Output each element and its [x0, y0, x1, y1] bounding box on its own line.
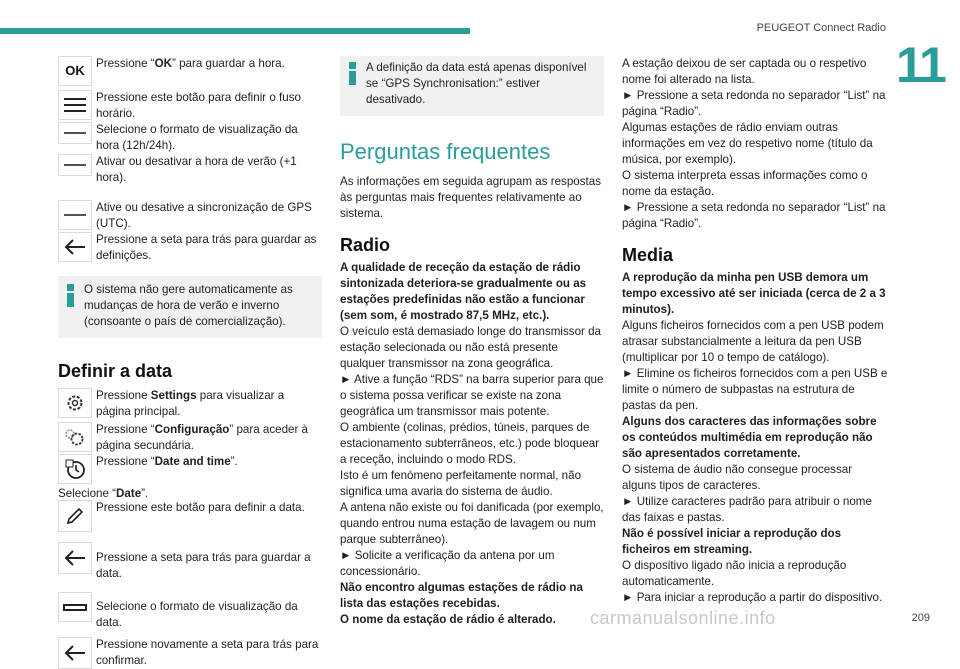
- step-text: Pressione a seta para trás para guardar as definições.: [96, 233, 317, 262]
- step-text: Pressione novamente a seta para trás para confirmar.: [96, 638, 319, 667]
- step-text: Pressione este botão para definir a data.: [96, 501, 305, 514]
- faq-answer: ► Utilize caracteres padrão para atribuir o nome das faixas e pastas.: [622, 495, 872, 524]
- step-text: Pressione “Configuração” para aceder à página secundária.: [96, 423, 309, 452]
- info-note-text: A definição da data está apenas disponível se “GPS Synchronisation:” estiver desativado.: [366, 61, 587, 106]
- faq-answer: O sistema de áudio não consegue processar alguns tipos de caracteres.: [622, 463, 853, 492]
- faq-question: A qualidade de receção da estação de rádio sintonizada deteriora-se gradualmente ou as estações predefinidas não estão a funcionar (sem som, é mostrado 87,5 MHz, etc.).: [340, 261, 587, 322]
- back-arrow-icon: [58, 637, 92, 669]
- faq-answer: ► Pressione a seta redonda no separador “List” na página “Radio”.: [622, 89, 886, 118]
- faq-answer: O dispositivo ligado não inicia a reprodução automaticamente.: [622, 559, 847, 588]
- step-text: Pressione Settings para visualizar a página principal.: [96, 389, 285, 418]
- step-ok: [58, 56, 322, 86]
- step-summer-time: [58, 154, 322, 186]
- faq-answer: ► Para iniciar a reprodução a partir do dispositivo.: [622, 591, 883, 604]
- faq-answer: O veículo está demasiado longe do transmissor da estação selecionada ou não está presente qualquer transmissor na zona geográfica.: [340, 325, 602, 370]
- section-heading-media: Media: [622, 245, 674, 265]
- step-date-format: [58, 592, 322, 631]
- step-timezone: [58, 90, 322, 122]
- pencil-icon: [58, 500, 92, 532]
- faq-question: Alguns dos caracteres das informações sobre os conteúdos multimédia em reprodução não são apresentados corretamente.: [622, 415, 877, 460]
- toggle-icon: [58, 122, 92, 144]
- info-icon: [66, 282, 74, 330]
- gears-icon: [58, 422, 92, 452]
- step-text: Pressione a seta para trás para guardar a data.: [96, 551, 311, 580]
- step-select-date: Selecione “Date”.: [58, 487, 149, 500]
- step-set-date: [58, 500, 322, 532]
- step-settings: [58, 388, 322, 420]
- back-arrow-icon: [58, 232, 92, 262]
- faq-answer: Algumas estações de rádio enviam outras informações em vez do respetivo nome (título da música, por exemplo).: [622, 121, 873, 166]
- info-note-text: O sistema não gere automaticamente as mudanças de hora de verão e inverno (consoante o país de comercialização).: [84, 283, 293, 328]
- column-middle: [340, 56, 604, 628]
- faq-answer: O ambiente (colinas, prédios, túneis, parques de estacionamento subterrâneos, etc.) pode bloquear a receção, incluindo o modo RDS.: [340, 421, 600, 466]
- step-date-time: [58, 454, 322, 484]
- faq-answer: ► Ative a função “RDS” na barra superior para que o sistema possa verificar se existe na zona geográfica um transmissor mais potente.: [340, 373, 604, 418]
- step-text: Selecione o formato de visualização da data.: [96, 600, 298, 629]
- faq-question: Não é possível iniciar a reprodução dos ficheiros em streaming.: [622, 527, 842, 556]
- faq-question: O nome da estação de rádio é alterado.: [340, 613, 556, 626]
- clock-icon: [58, 454, 92, 484]
- faq-question: Não encontro algumas estações de rádio na lista das estações recebidas.: [340, 581, 583, 610]
- step-confirm: [58, 637, 322, 669]
- column-left: [58, 56, 322, 669]
- ok-button-icon: OK: [58, 56, 92, 86]
- info-note-gps: [340, 56, 604, 116]
- page-number: 209: [911, 612, 930, 624]
- info-icon: [348, 60, 356, 108]
- faq-answer: Isto é um fenómeno perfeitamente normal, não significa uma avaria do sistema de áudio.: [340, 469, 582, 498]
- faq-question: A reprodução da minha pen USB demora um tempo excessivo até ser iniciada (cerca de 2 a 3 minutos).: [622, 271, 886, 316]
- toggle-icon: [58, 154, 92, 176]
- step-time-format: [58, 122, 322, 154]
- column-right: [622, 56, 888, 606]
- step-gps-sync: [58, 200, 322, 232]
- faq-answer: Alguns ficheiros fornecidos com a pen USB podem atrasar substancialmente a leitura da pen USB (multiplicar por 10 o tempo de catálogo).: [622, 319, 884, 364]
- step-text: Ativar ou desativar a hora de verão (+1 hora).: [96, 155, 297, 184]
- faq-answer: ► Solicite a verificação da antena por um concessionário.: [340, 549, 555, 578]
- step-text: Pressione “OK” para guardar a hora.: [96, 57, 285, 70]
- menu-bars-icon: [58, 90, 92, 120]
- format-bar-icon: [58, 592, 92, 622]
- section-heading-faq: Perguntas frequentes: [340, 139, 551, 164]
- faq-answer: ► Elimine os ficheiros fornecidos com a pen USB e limite o número de subpastas na estrutura de pastas da pen.: [622, 367, 888, 412]
- back-arrow-icon: [58, 542, 92, 574]
- step-text: Selecione o formato de visualização da hora (12h/24h).: [96, 123, 298, 152]
- step-back-date: [58, 542, 322, 582]
- toggle-icon: [58, 200, 92, 230]
- faq-answer: A estação deixou de ser captada ou o respetivo nome foi alterado na lista.: [622, 57, 867, 86]
- step-configuration: [58, 422, 322, 454]
- header-accent-bar: [0, 28, 470, 34]
- faq-answer: ► Pressione a seta redonda no separador “List” na página “Radio”.: [622, 201, 886, 230]
- watermark: carmanualsonline.info: [590, 608, 776, 628]
- section-heading-radio: Radio: [340, 235, 391, 255]
- step-text: Pressione este botão para definir o fuso horário.: [96, 91, 301, 120]
- gear-icon: [58, 388, 92, 418]
- faq-answer: A antena não existe ou foi danificada (por exemplo, quando entrou numa estação de lavagem ou num parque subterrâneo).: [340, 501, 604, 546]
- chapter-number: 11: [896, 37, 945, 93]
- step-text: Pressione “Date and time”.: [96, 455, 238, 468]
- faq-intro: As informações em seguida agrupam as respostas às perguntas mais frequentes relativamente ao sistema.: [340, 175, 601, 220]
- step-text: Ative ou desative a sincronização de GPS (UTC).: [96, 201, 312, 230]
- section-heading-date: Definir a data: [58, 361, 173, 381]
- step-back-save: [58, 232, 322, 264]
- info-note-dst: [58, 276, 322, 338]
- header-title: PEUGEOT Connect Radio: [756, 22, 886, 34]
- faq-answer: O sistema interpreta essas informações como o nome da estação.: [622, 169, 868, 198]
